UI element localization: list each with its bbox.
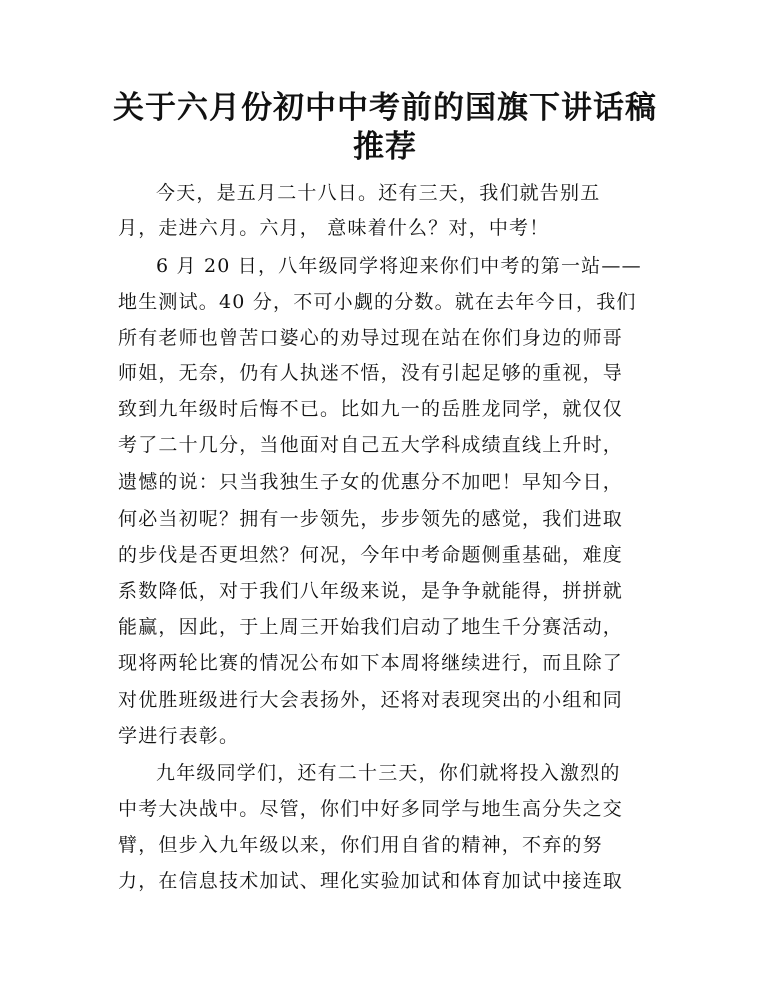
document-title-line-1: 关于六月份初中中考前的国旗下讲话稿 [113, 90, 657, 126]
paragraph-line: 学进行表彰。 [118, 725, 240, 747]
paragraph-line: 致到九年级时后悔不已。比如九一的岳胜龙同学，就仅仅 [118, 398, 624, 420]
paragraph-line: 现将两轮比赛的情况公布如下本周将继续进行，而且除了 [118, 652, 624, 674]
paragraph-line: 6 月 20 日，八年级同学将迎来你们中考的第一站—— [156, 255, 642, 277]
paragraph-line: 何必当初呢？拥有一步领先，步步领先的感觉，我们进取 [118, 508, 624, 530]
paragraph-line: 能赢，因此，于上周三开始我们启动了地生千分赛活动， [118, 616, 624, 638]
paragraph-line: 对优胜班级进行大会表扬外，还将对表现突出的小组和同 [118, 689, 624, 711]
paragraph-line: 地生测试。40 分，不可小觑的分数。就在去年今日，我们 [118, 291, 637, 313]
paragraph-line: 系数降低，对于我们八年级来说，是争争就能得，拼拼就 [118, 580, 624, 602]
paragraph-line: 力，在信息技术加试、理化实验加试和体育加试中接连取 [118, 870, 624, 892]
paragraph-line: 臂，但步入九年级以来，你们用自省的精神，不弃的努 [118, 834, 603, 856]
paragraph-line: 中考大决战中。尽管，你们中好多同学与地生高分失之交 [118, 798, 624, 820]
paragraph-line: 九年级同学们，还有二十三天，你们就将投入激烈的 [156, 762, 621, 784]
paragraph-line: 师姐，无奈，仍有人执迷不悟，没有引起足够的重视，导 [118, 362, 624, 384]
paragraph-line: 的步伐是否更坦然？何况，今年中考命题侧重基础，难度 [118, 544, 624, 566]
paragraph-line: 所有老师也曾苦口婆心的劝导过现在站在你们身边的师哥 [118, 327, 624, 349]
paragraph-line: 遗憾的说：只当我独生子女的优惠分不加吧！早知今日， [118, 471, 624, 493]
paragraph-line: 今天，是五月二十八日。还有三天，我们就告别五 [156, 182, 601, 204]
paragraph-line: 考了二十几分，当他面对自己五大学科成绩直线上升时， [118, 434, 624, 456]
paragraph-line: 月，走进六月。六月， 意味着什么？对，中考！ [118, 217, 550, 239]
document-title-line-2: 推荐 [353, 129, 417, 165]
